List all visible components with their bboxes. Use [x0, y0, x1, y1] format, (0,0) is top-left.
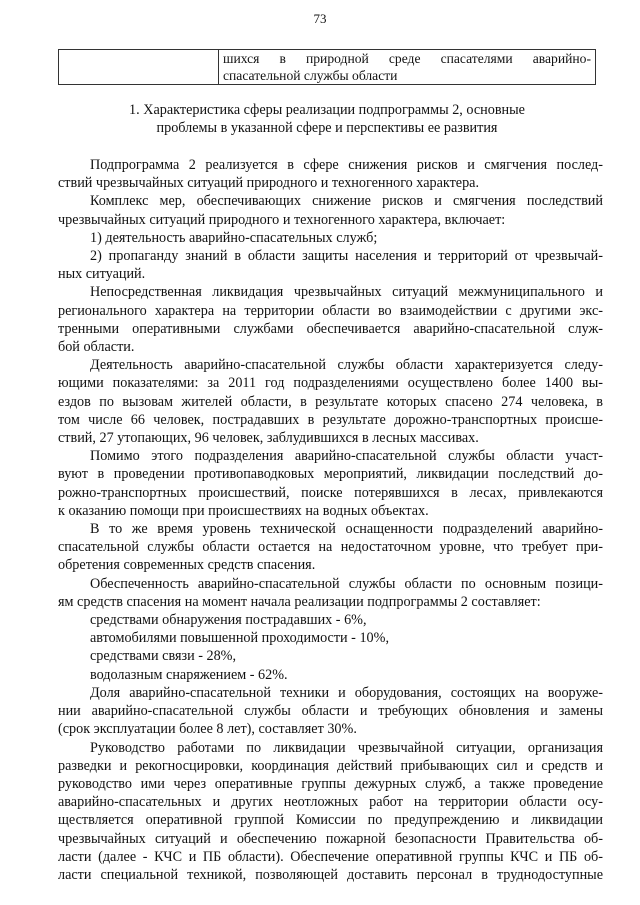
text-line: руководство ими через оперативные группы дежурных служб, а также проведение	[58, 775, 603, 792]
text-line: Подпрограмма 2 реализуется в сфере снижения рисков и смягчения послед-	[90, 157, 603, 173]
table-cell-line: шихся в природной среде спасателями аварийно-	[223, 51, 591, 66]
text-line: 2) пропаганду знаний в области защиты населения и территорий от чрезвычай-	[90, 248, 603, 265]
text-line: Деятельность аварийно-спасательной службы области характеризуется следу-	[90, 357, 603, 374]
text-line: Комплекс мер, обеспечивающих снижение рисков и смягчения последствий	[90, 193, 603, 210]
text-line: Обеспеченность аварийно-спасательной службы области по основным позици-	[90, 575, 603, 592]
text-line: ласти специальной техникой, позволяющей доставить персонал в труднодоступные	[58, 866, 603, 883]
page-number: 73	[313, 11, 327, 26]
text-line: спасательной службы области остается на недостаточном уровне, что требует при-	[58, 539, 603, 556]
text-line: ных ситуаций.	[58, 266, 146, 283]
text-line: Помимо этого подразделения аварийно-спасательной службы области участ-	[90, 448, 603, 465]
text-line: разведки и рекогносцировки, координация действий прибывающих сил и средств и	[58, 757, 603, 774]
text-line: нии аварийно-спасательной службы области и требующих обновления и замены	[58, 703, 603, 720]
text-line: ющими показателями: за 2011 год подразделениями осуществлено более 1400 вы-	[58, 375, 603, 392]
text-line: ществляется оперативной группой Комиссии по предупреждению и ликвидации	[58, 812, 603, 829]
text-line: 1) деятельность аварийно-спасательных служб;	[90, 229, 378, 246]
text-line: рожно-транспортных происшествий, поиске потерявшихся в лесах, привлекаются	[58, 484, 603, 501]
heading-line: проблемы в указанной сфере и перспективы ее развития	[156, 120, 498, 136]
text-line: вуют в проведении противопаводковых мероприятий, ликвидации последствий до-	[58, 466, 603, 483]
table-cell-text	[219, 50, 596, 85]
table-cell-empty	[59, 50, 219, 85]
text-line: ездов по вызовам жителей области, в результате которых спасено 274 человека, в	[58, 393, 603, 410]
text-line: ласти (далее - КЧС и ПБ области). Обеспечение оперативной группы КЧС и ПБ об-	[58, 848, 603, 865]
text-line: средствами связи - 28%,	[90, 648, 237, 665]
body-text	[58, 156, 603, 884]
text-line: ствий, 27 утопающих, 96 человек, заблудившихся в лесных массивах.	[58, 430, 479, 447]
text-line: обретения современных средств спасения.	[58, 557, 316, 574]
text-line: средствами обнаружения пострадавших - 6%,	[90, 612, 367, 629]
text-line: тренными оперативными службами обеспечивается аварийно-спасательной служ-	[58, 320, 603, 337]
text-line: В то же время уровень технической оснащенности подразделений аварийно-	[90, 521, 603, 538]
heading-line: 1. Характеристика сферы реализации подпрограммы 2, основные	[129, 102, 525, 118]
text-line: аварийно-спасательных и других неотложных работ на территории области осу-	[58, 794, 603, 811]
text-line: к оказанию помощи при происшествиях на водных объектах.	[58, 502, 429, 519]
text-line: бой области.	[58, 339, 135, 356]
text-line: Доля аварийно-спасательной техники и оборудования, состоящих на вооруже-	[90, 684, 603, 701]
text-line: чрезвычайных ситуаций и обеспечению пожарной безопасности Правительства об-	[58, 830, 603, 847]
text-line: водолазным снаряжением - 62%.	[90, 666, 288, 683]
text-line: чрезвычайных ситуаций природного и техногенного характера, включает:	[58, 211, 506, 228]
text-line: ствий чрезвычайных ситуаций природного и техногенного характера.	[58, 175, 480, 192]
text-line: ям средств спасения на момент начала реализации подпрограммы 2 составляет:	[58, 593, 541, 610]
text-line: автомобилями повышенной проходимости - 10%,	[90, 630, 390, 647]
text-line: том числе 66 человек, пострадавших в результате дорожно-транспортных происше-	[58, 411, 603, 428]
text-line: Непосредственная ликвидация чрезвычайных ситуаций межмуниципального и	[90, 284, 603, 301]
section-heading	[58, 101, 596, 137]
text-line: (срок эксплуатации более 8 лет), составляет 30%.	[58, 721, 357, 738]
text-line: Руководство работами по ликвидации чрезвычайной ситуации, организация	[90, 739, 603, 756]
table-cell-line: спасательной службы области	[223, 68, 398, 83]
table-row	[59, 50, 596, 85]
continuation-table	[58, 49, 596, 85]
text-line: регионального характера на территории области во взаимодействии с другими экс-	[58, 302, 603, 319]
